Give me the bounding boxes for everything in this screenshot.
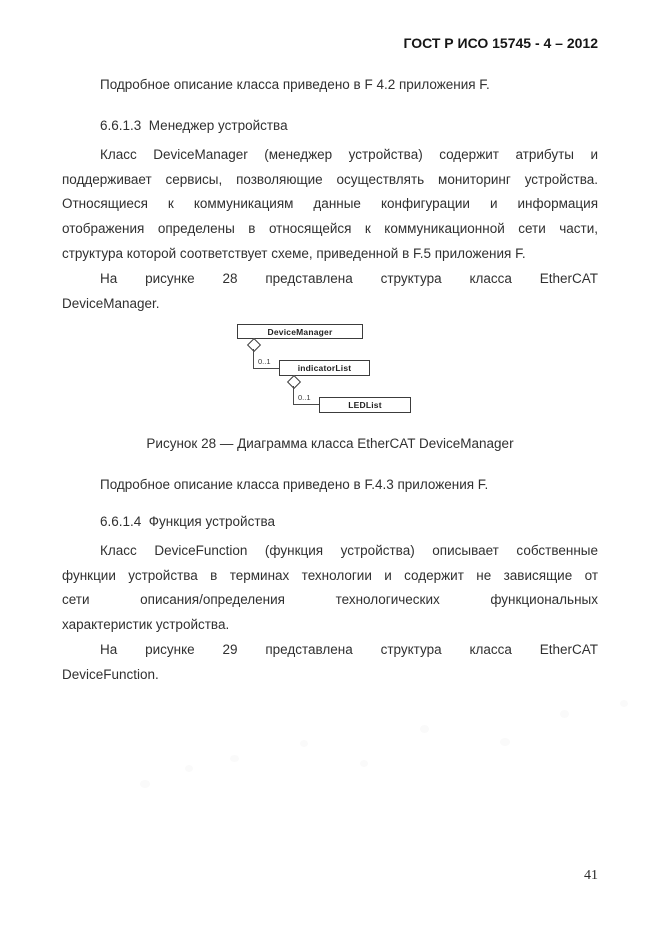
- running-header: ГОСТ Р ИСО 15745 - 4 – 2012: [403, 35, 598, 51]
- paragraph-figure28-ref: [62, 267, 598, 316]
- class-box-devicemanager: DeviceManager: [237, 324, 363, 339]
- page-number: 41: [584, 868, 598, 883]
- paragraph-line: характеристик устройства.: [62, 617, 230, 633]
- connector-line: [253, 368, 279, 369]
- paragraph-figure29-ref: [62, 638, 598, 687]
- paragraph-line: поддерживает сервисы, позволяющие осуществлять мониторинг устройства.: [62, 171, 598, 187]
- section-heading-6613: 6.6.1.3 Менеджер устройства: [100, 118, 288, 133]
- multiplicity-label: 0..1: [258, 357, 271, 366]
- connector-line: [253, 349, 254, 368]
- paragraph-detail-f43: Подробное описание класса приведено в F.4.3 приложения F.: [100, 477, 489, 492]
- paragraph-line: Относящиеся к коммуникациям данные конфигурации и информация: [62, 196, 598, 212]
- figure-caption: Рисунок 28 — Диаграмма класса EtherCAT DeviceManager: [146, 436, 514, 451]
- paragraph-line: сети описания/определения технологических функциональных: [62, 592, 598, 608]
- uml-class-diagram: [237, 324, 417, 419]
- section-heading-6614: 6.6.1.4 Функция устройства: [100, 514, 276, 529]
- multiplicity-label: 0..1: [298, 393, 311, 402]
- paragraph-line: На рисунке 29 представлена структура класса EtherCAT: [100, 642, 598, 657]
- paragraph-line: структура которой соответствует схеме, приведенной в F.5 приложения F.: [62, 245, 526, 261]
- class-box-ledlist: LEDList: [319, 397, 411, 413]
- paragraph-line: DeviceFunction.: [62, 666, 159, 682]
- paragraph-line: отображения определены в относящейся к коммуникационной сети части,: [62, 221, 598, 237]
- paragraph-device-manager: [62, 143, 598, 267]
- aggregation-diamond-icon: [247, 338, 261, 352]
- paragraph-line: функции устройства в терминах технологии и содержит не зависящие от: [62, 567, 598, 583]
- class-box-indicatorlist: indicatorList: [279, 360, 370, 376]
- paragraph-device-function: [62, 539, 598, 638]
- connector-line: [293, 404, 319, 405]
- paragraph-line: На рисунке 28 представлена структура класса EtherCAT: [100, 271, 598, 286]
- paragraph-line: DeviceManager.: [62, 295, 160, 311]
- paragraph-line: Класс DeviceManager (менеджер устройства) содержит атрибуты и: [100, 147, 598, 162]
- aggregation-diamond-icon: [287, 375, 301, 389]
- connector-line: [293, 386, 294, 404]
- paragraph-line: Класс DeviceFunction (функция устройства) описывает собственные: [100, 543, 598, 558]
- paragraph-intro: Подробное описание класса приведено в F 4.2 приложения F.: [100, 77, 490, 92]
